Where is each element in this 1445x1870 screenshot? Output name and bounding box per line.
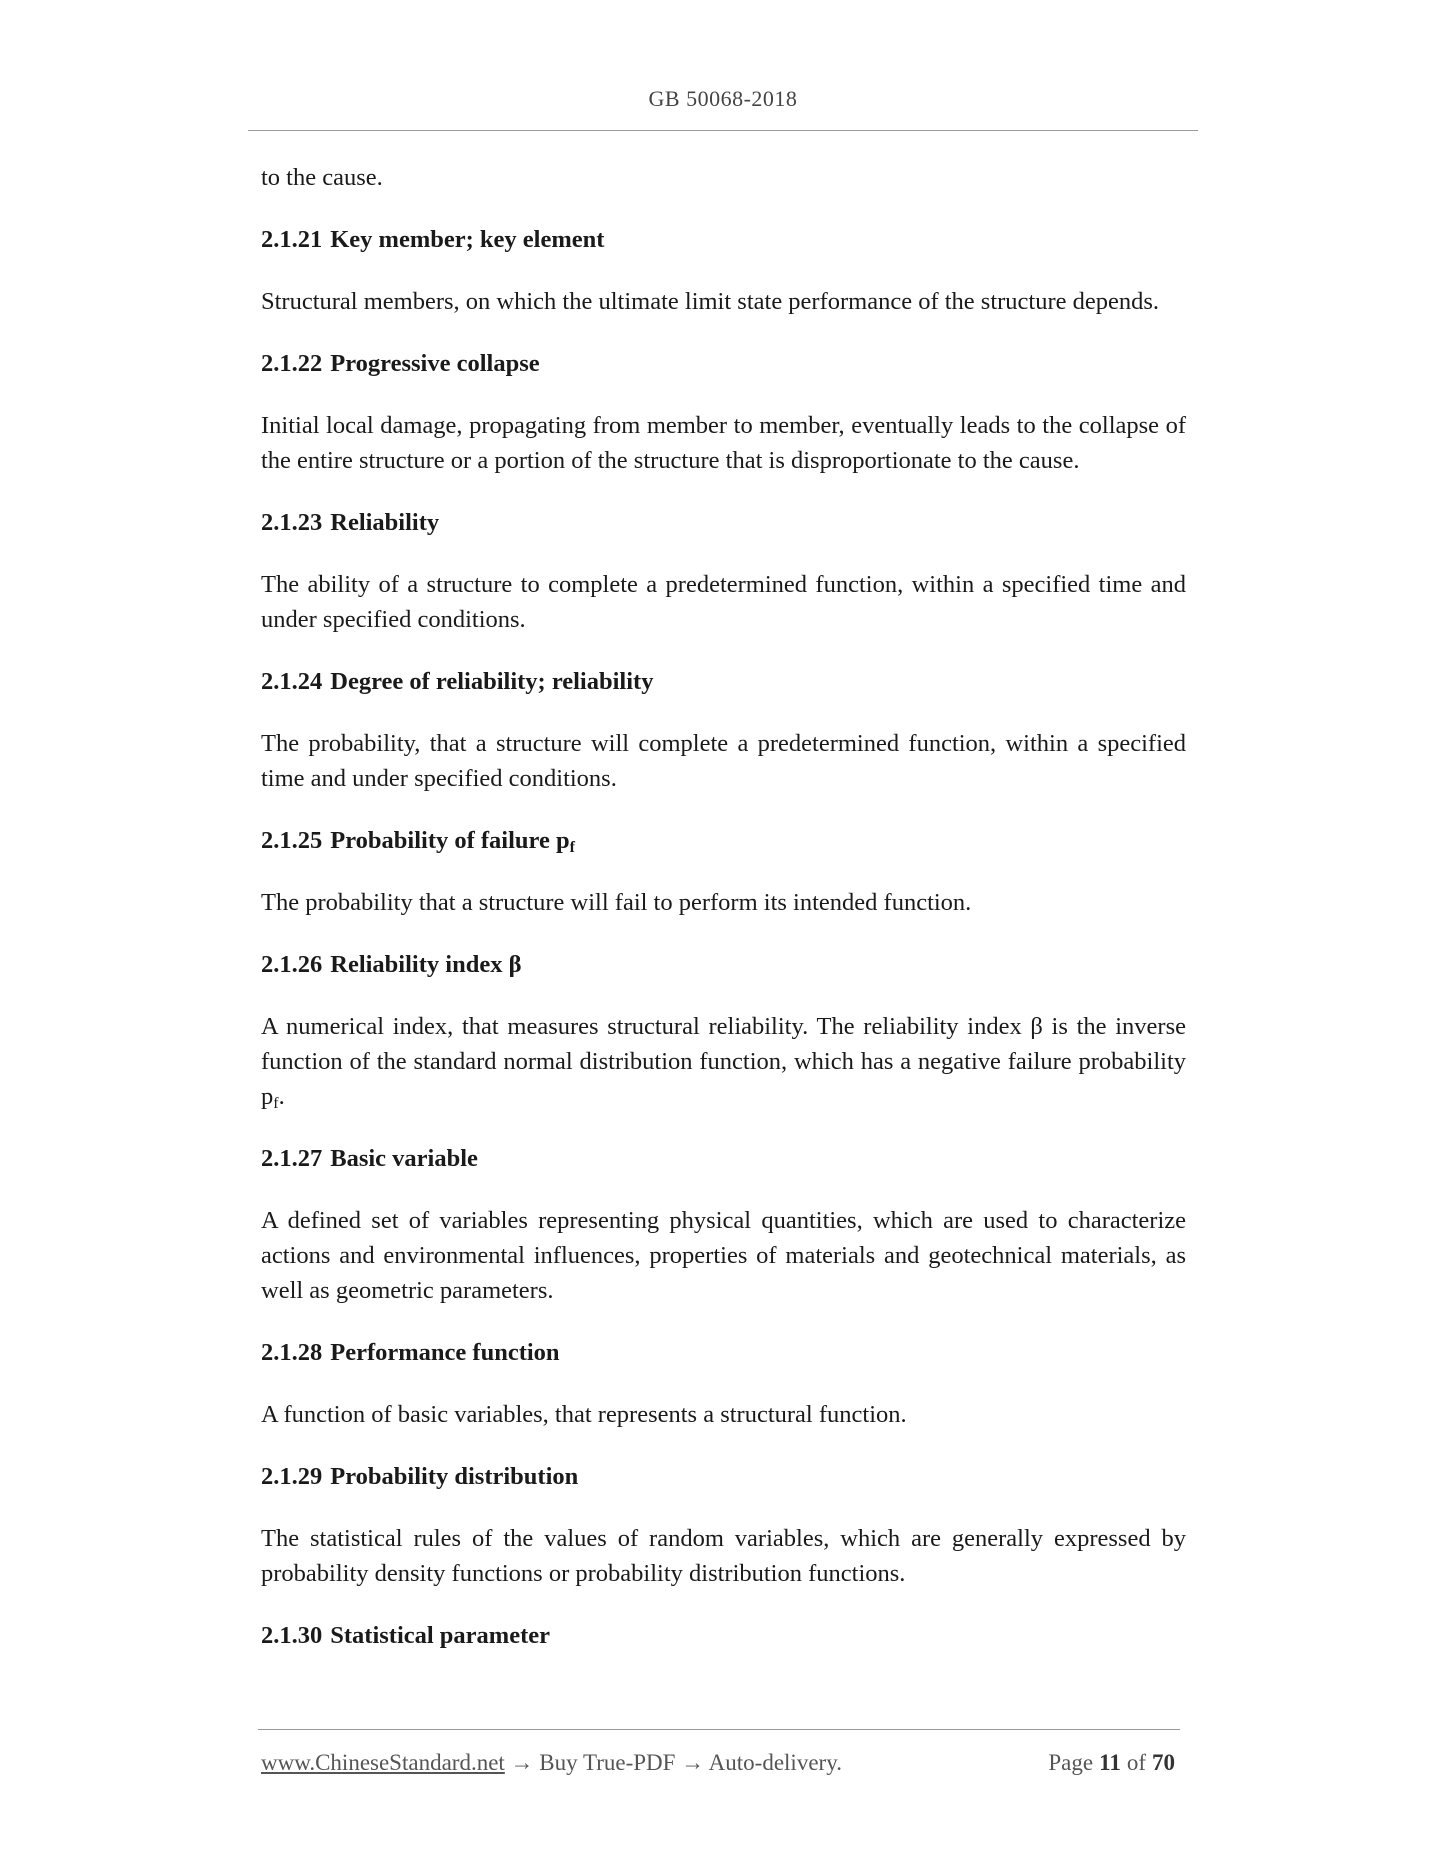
arrow-icon: → — [510, 1750, 534, 1775]
section-title: Progressive collapse — [330, 350, 540, 377]
section-number: 2.1.28 — [261, 1339, 323, 1366]
document-body — [261, 160, 1186, 1680]
continuation-text: to the cause. — [261, 164, 383, 191]
section-number: 2.1.23 — [261, 509, 323, 536]
page-label: Page — [1048, 1750, 1094, 1775]
section-heading — [261, 1141, 1186, 1176]
section-body: The probability that a structure will fail to perform its intended function. — [261, 889, 972, 916]
section-title: Key member; key element — [330, 226, 605, 253]
page-header-title: GB 50068-2018 — [648, 86, 798, 111]
section-body: Initial local damage, propagating from member to member, eventually leads to the collapse of the entire structure or a portion of the structure that is disproportionate to the cause. — [261, 412, 1186, 474]
section-title: Statistical parameter — [330, 1622, 550, 1649]
section-heading — [261, 823, 1186, 858]
website-link[interactable]: www.ChineseStandard.net — [261, 1750, 505, 1775]
section-heading — [261, 1618, 1186, 1653]
section-heading — [261, 222, 1186, 257]
section-number: 2.1.22 — [261, 350, 323, 377]
section-title: Reliability index β — [330, 951, 522, 978]
section-title: Reliability — [330, 509, 440, 536]
header-rule — [248, 130, 1198, 131]
section-heading — [261, 947, 1186, 982]
section-title: Basic variable — [330, 1145, 478, 1172]
section-number: 2.1.29 — [261, 1463, 323, 1490]
subscript-f: f — [569, 839, 575, 856]
section-body-text: A numerical index, that measures structural reliability. The reliability index β is the inverse function of the standard normal distribution function, which has a negative failure probability p — [261, 1013, 1186, 1110]
section-number: 2.1.30 — [261, 1622, 323, 1649]
section-number: 2.1.25 — [261, 827, 323, 854]
section-title: Probability of failure p — [330, 827, 570, 854]
section-heading — [261, 664, 1186, 699]
section-body: The statistical rules of the values of random variables, which are generally expressed by probability density functions or probability distribution functions. — [261, 1525, 1186, 1587]
buy-pdf-text: Buy True-PDF — [539, 1750, 676, 1775]
section-number: 2.1.24 — [261, 668, 323, 695]
section-body: A defined set of variables representing physical quantities, which are used to characterize actions and environmental influences, properties of materials and geotechnical materials, as well as geometric parameters. — [261, 1207, 1186, 1304]
section-body — [261, 1009, 1186, 1114]
section-heading — [261, 1335, 1186, 1370]
section-body: The probability, that a structure will complete a predetermined function, within a specified time and under specified conditions. — [261, 730, 1186, 792]
subscript-f: f — [273, 1095, 279, 1112]
footer-rule — [258, 1729, 1180, 1730]
section-body: Structural members, on which the ultimate limit state performance of the structure depends. — [261, 288, 1160, 315]
section-title: Probability distribution — [330, 1463, 579, 1490]
section-body: The ability of a structure to complete a predetermined function, within a specified time and under specified conditions. — [261, 571, 1186, 633]
period: . — [278, 1083, 285, 1110]
section-number: 2.1.27 — [261, 1145, 323, 1172]
section-title: Performance function — [330, 1339, 560, 1366]
section-heading — [261, 346, 1186, 381]
page-number — [1048, 1750, 1181, 1776]
auto-delivery-text: Auto-delivery. — [708, 1750, 842, 1775]
section-title: Degree of reliability; reliability — [330, 668, 654, 695]
section-heading — [261, 1459, 1186, 1494]
arrow-icon: → — [681, 1750, 705, 1775]
section-number: 2.1.26 — [261, 951, 323, 978]
section-heading — [261, 505, 1186, 540]
current-page: 11 — [1099, 1750, 1121, 1775]
of-label: of — [1126, 1750, 1146, 1775]
section-body: A function of basic variables, that represents a structural function. — [261, 1401, 907, 1428]
total-pages: 70 — [1152, 1750, 1175, 1775]
section-number: 2.1.21 — [261, 226, 323, 253]
page-footer — [261, 1750, 1181, 1776]
footer-links — [261, 1750, 842, 1776]
